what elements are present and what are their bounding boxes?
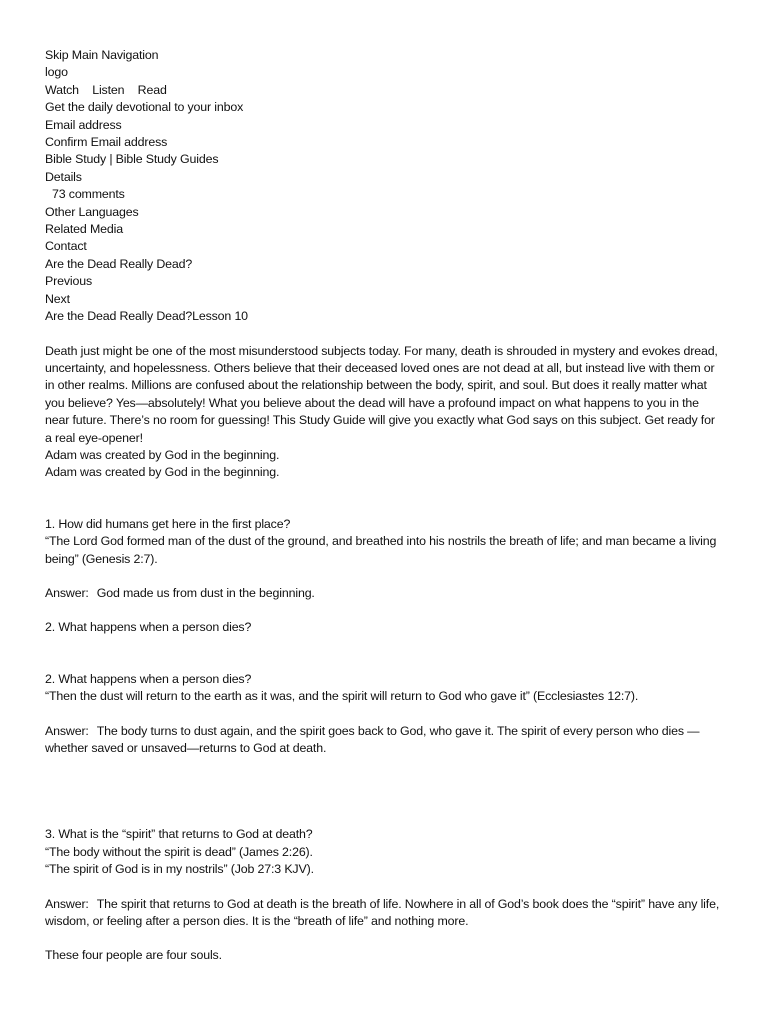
read-link[interactable]: Read bbox=[137, 82, 167, 97]
question-3-verse-2: “The spirit of God is in my nostrils” (Job 27:3 KJV). bbox=[45, 862, 314, 877]
answer-text: The spirit that returns to God at death is the breath of life. Nowhere in all of God’s book does the “spirit” have any life, wisdom, or feeling after a person dies. It is the “breath of life” and nothing more. bbox=[45, 896, 720, 929]
confirm-email-field-label[interactable]: Confirm Email address bbox=[45, 135, 168, 150]
question-3-verse-1: “The body without the spirit is dead” (James 2:26). bbox=[45, 844, 313, 859]
answer-label: Answer: bbox=[45, 723, 89, 738]
devotional-signup-text: Get the daily devotional to your inbox bbox=[45, 100, 244, 115]
closing-caption: These four people are four souls. bbox=[45, 948, 222, 963]
question-1-verse: “The Lord God formed man of the dust of the ground, and breathed into his nostrils the breath of life; and man became a living being” (Genesis 2:7). bbox=[45, 534, 717, 566]
question-2-verse: “Then the dust will return to the earth as it was, and the spirit will return to God who gave it” (Ecclesiastes 12:7). bbox=[45, 689, 639, 704]
answer-text: The body turns to dust again, and the spirit goes back to God, who gave it. The spirit of every person who dies —whether saved or unsaved—returns to God at death. bbox=[45, 723, 700, 755]
media-nav bbox=[45, 82, 723, 99]
previous-link[interactable]: Previous bbox=[45, 274, 93, 289]
spacer bbox=[45, 326, 723, 343]
question-3: 3. What is the “spirit” that returns to God at death? bbox=[45, 827, 313, 842]
page-heading: Are the Dead Really Dead? bbox=[45, 256, 193, 271]
spacer bbox=[45, 706, 723, 723]
image-caption: Adam was created by God in the beginning. bbox=[45, 447, 280, 462]
comments-count-link[interactable]: 73 comments bbox=[52, 187, 125, 202]
listen-link[interactable]: Listen bbox=[92, 82, 125, 97]
breadcrumb[interactable]: Bible Study | Bible Study Guides bbox=[45, 152, 219, 167]
spacer bbox=[45, 757, 723, 809]
logo[interactable]: logo bbox=[45, 65, 68, 80]
contact-link[interactable]: Contact bbox=[45, 239, 87, 254]
question-1: 1. How did humans get here in the first place? bbox=[45, 516, 291, 531]
answer-text: God made us from dust in the beginning. bbox=[96, 585, 315, 600]
question-3-answer bbox=[45, 896, 723, 931]
email-field-label[interactable]: Email address bbox=[45, 117, 122, 132]
image-caption: Adam was created by God in the beginning. bbox=[45, 465, 280, 480]
lesson-title: Are the Dead Really Dead?Lesson 10 bbox=[45, 309, 248, 324]
question-2-answer bbox=[45, 723, 723, 758]
document-page bbox=[45, 47, 723, 965]
watch-link[interactable]: Watch bbox=[45, 82, 79, 97]
next-link[interactable]: Next bbox=[45, 291, 70, 306]
spacer bbox=[45, 482, 723, 516]
answer-label: Answer: bbox=[45, 585, 89, 600]
other-languages-link[interactable]: Other Languages bbox=[45, 204, 139, 219]
details-link[interactable]: Details bbox=[45, 169, 82, 184]
question-1-answer bbox=[45, 585, 723, 602]
intro-paragraph: Death just might be one of the most misunderstood subjects today. For many, death is shrouded in mystery and evokes dread, uncertainty, and hopelessness. Others believe that their deceased loved ones are not dead at all, but instead live with them or in other realms. Millions are confused about the relationship between the body, spirit, and soul. But does it really matter what you believe? Yes—absolutely! What you believe about the dead will have a profound impact on what happens to you in the near future. There’s no room for guessing! This Study Guide will give you exactly what God says on this subject. Get ready for a real eye-opener! bbox=[45, 343, 718, 445]
spacer bbox=[45, 637, 723, 671]
spacer bbox=[45, 568, 723, 585]
spacer bbox=[45, 809, 723, 826]
spacer bbox=[45, 879, 723, 896]
spacer bbox=[45, 602, 723, 619]
spacer bbox=[45, 930, 723, 947]
answer-label: Answer: bbox=[45, 896, 89, 911]
question-2-teaser: 2. What happens when a person dies? bbox=[45, 620, 252, 635]
question-2: 2. What happens when a person dies? bbox=[45, 671, 252, 686]
related-media-link[interactable]: Related Media bbox=[45, 222, 123, 237]
skip-navigation-link[interactable]: Skip Main Navigation bbox=[45, 48, 159, 62]
